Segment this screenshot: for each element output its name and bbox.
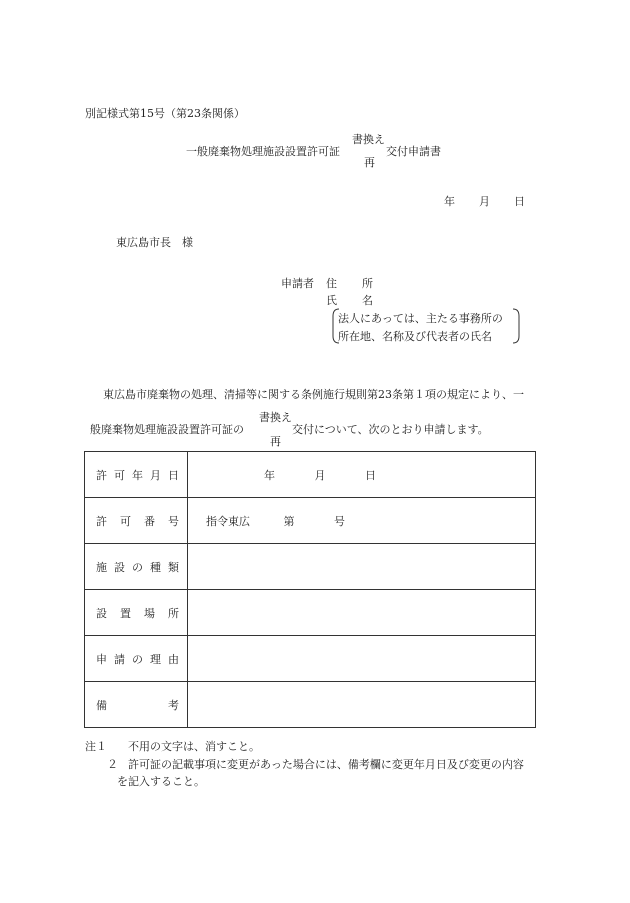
corp-note-line1: 法人にあっては、主たる事務所の (338, 312, 503, 325)
value-permit-date[interactable]: 年 月 日 (188, 452, 536, 498)
value-facility-type[interactable] (188, 544, 536, 590)
table-row (85, 636, 536, 682)
label-facility-type: 施 設 の 種 類 (85, 544, 188, 590)
value-remarks[interactable] (188, 682, 536, 728)
name-label-2: 名 (362, 294, 373, 307)
value-installation-site[interactable] (188, 590, 536, 636)
address-label-2: 所 (362, 277, 373, 290)
label-permit-date: 許 可 年 月 日 (85, 452, 188, 498)
title-suffix: 交付申請書 (386, 145, 441, 158)
addressee: 東広島市長 様 (116, 236, 193, 249)
title-option-upper: 書換え (352, 133, 385, 146)
date-month: 月 (479, 195, 490, 208)
corp-note-line2: 所在地、名称及び代表者の氏名 (338, 330, 492, 343)
date-day: 日 (514, 195, 525, 208)
label-installation-site: 設 置 場 所 (85, 590, 188, 636)
label-reason: 申 請 の 理 由 (85, 636, 188, 682)
table-row (85, 544, 536, 590)
name-label-1: 氏 (326, 294, 337, 307)
form-number: 別記様式第15号（第23条関係） (85, 107, 245, 120)
title-prefix: 一般廃棄物処理施設設置許可証 (186, 145, 340, 158)
title-option-lower: 再 (364, 156, 375, 169)
table-row (85, 452, 536, 498)
note2-line2: を記入すること。 (117, 775, 205, 788)
value-reason[interactable] (188, 636, 536, 682)
label-remarks: 備 考 (85, 682, 188, 728)
table-row (85, 590, 536, 636)
body-line2-prefix: 般廃棄物処理施設設置許可証の (90, 423, 244, 436)
body-line1: 東広島市廃棄物の処理、清掃等に関する条例施行規則第23条第１項の規定により、一 (103, 388, 524, 401)
note2-line1: 許可証の記載事項に変更があった場合には、備考欄に変更年月日及び変更の内容 (128, 758, 524, 771)
body-option-upper: 書換え (259, 411, 292, 424)
note1-label: 注１ (85, 740, 107, 753)
date-year: 年 (444, 195, 455, 208)
table-row (85, 682, 536, 728)
note2-label: ２ (107, 758, 118, 771)
note1-text: 不用の文字は、消すこと。 (128, 740, 260, 753)
body-option-lower: 再 (270, 435, 281, 448)
address-label-1: 住 (326, 277, 337, 290)
label-permit-number: 許 可 番 号 (85, 498, 188, 544)
body-line2-suffix: 交付について、次のとおり申請します。 (292, 423, 489, 436)
value-permit-number[interactable]: 指令東広 第 号 (188, 498, 536, 544)
application-table (84, 451, 536, 728)
table-row (85, 498, 536, 544)
applicant-label: 申請者 (281, 277, 314, 290)
